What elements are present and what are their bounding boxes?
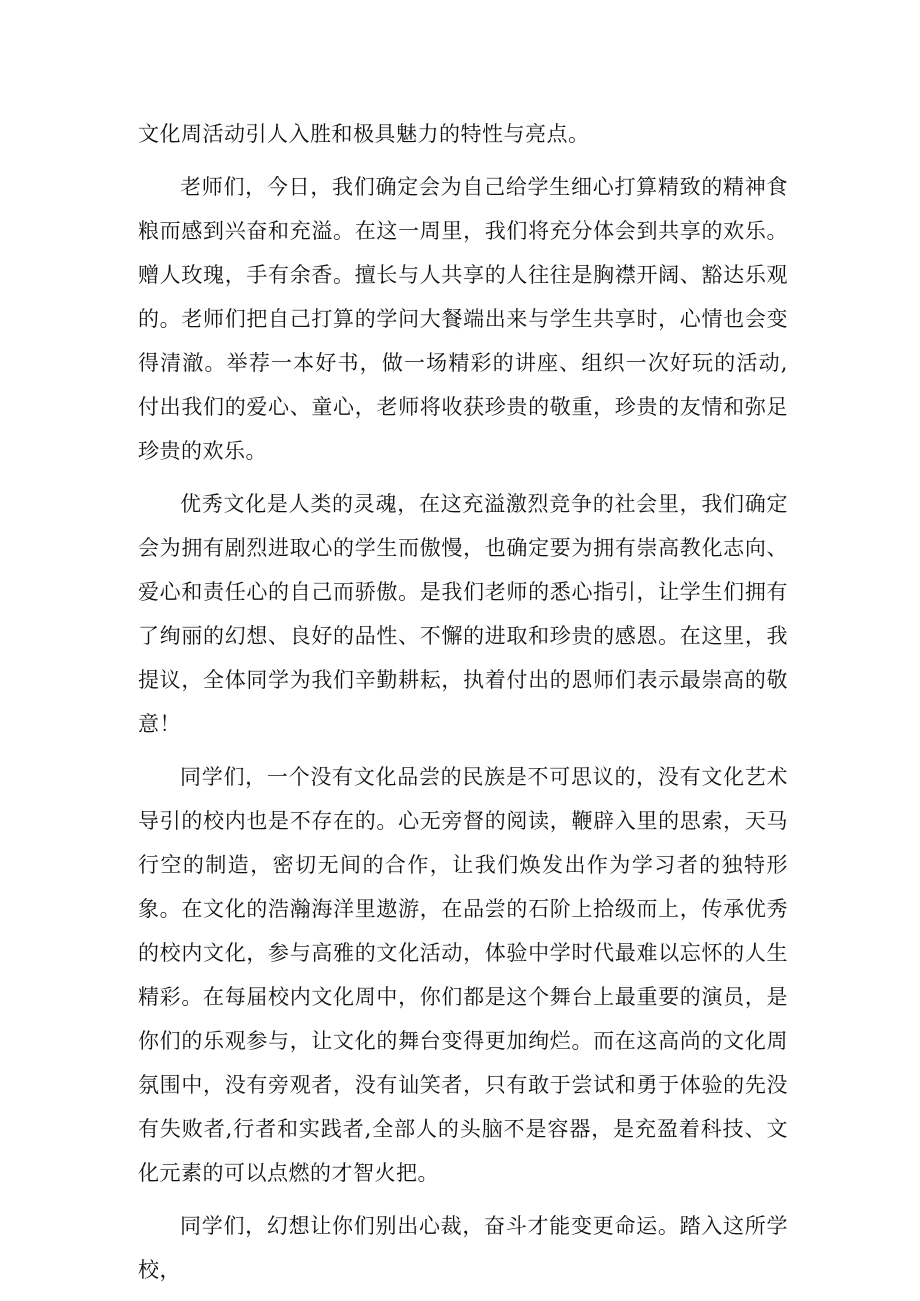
paragraph-continuation: 文化周活动引人入胜和极具魅力的特性与亮点。 [138, 122, 590, 146]
paragraph-teachers: 老师们，今日，我们确定会为自己给学生细心打算精致的精神食粮而感到兴奋和充溢。在这一周里，我们将充分体会到共享的欢乐。赠人玫瑰，手有余香。擅长与人共享的人往往是胸襟开阔、豁达乐观的。老师们把自己打算的学问大餐端出来与学生共享时，心情也会变得清澈。举荐一本好书，做一场精彩的讲座、组织一次好玩的活动,付出我们的爱心、童心，老师将收获珍贵的敬重，珍贵的友情和弥足珍贵的欢乐。 [138, 175, 788, 463]
paragraph-students: 同学们，一个没有文化品尝的民族是不可思议的，没有文化艺术导引的校内也是不存在的。心无旁督的阅读，鞭辟入里的思索，天马行空的制造，密切无间的合作，让我们焕发出作为学习者的独特形象。在文化的浩瀚海洋里遨游，在品尝的石阶上拾级而上，传承优秀的校内文化，参与高雅的文化活动，体验中学时代最难以忘怀的人生精彩。在每届校内文化周中，你们都是这个舞台上最重要的演员，是你们的乐观参与，让文化的舞台变得更加绚烂。而在这高尚的文化周氛围中，没有旁观者，没有讪笑者，只有敢于尝试和勇于体验的先没有失败者,行者和实践者,全部人的头脑不是容器，是充盈着科技、文化元素的可以点燃的才智火把。 [138, 765, 788, 1185]
paragraph-culture: 优秀文化是人类的灵魂，在这充溢激烈竞争的社会里，我们确定会为拥有剧烈进取心的学生而傲慢，也确定要为拥有崇高教化志向、爱心和责任心的自己而骄傲。是我们老师的悉心指引，让学生们拥有了绚丽的幻想、良好的品性、不懈的进取和珍贵的感恩。在这里，我提议，全体同学为我们辛勤耕耘，执着付出的恩师们表示最崇高的敬意！ [138, 492, 788, 736]
document-body [138, 112, 788, 1301]
paragraph-dreams: 同学们，幻想让你们别出心裁，奋斗才能变更命运。踏入这所学校， [138, 1214, 788, 1282]
